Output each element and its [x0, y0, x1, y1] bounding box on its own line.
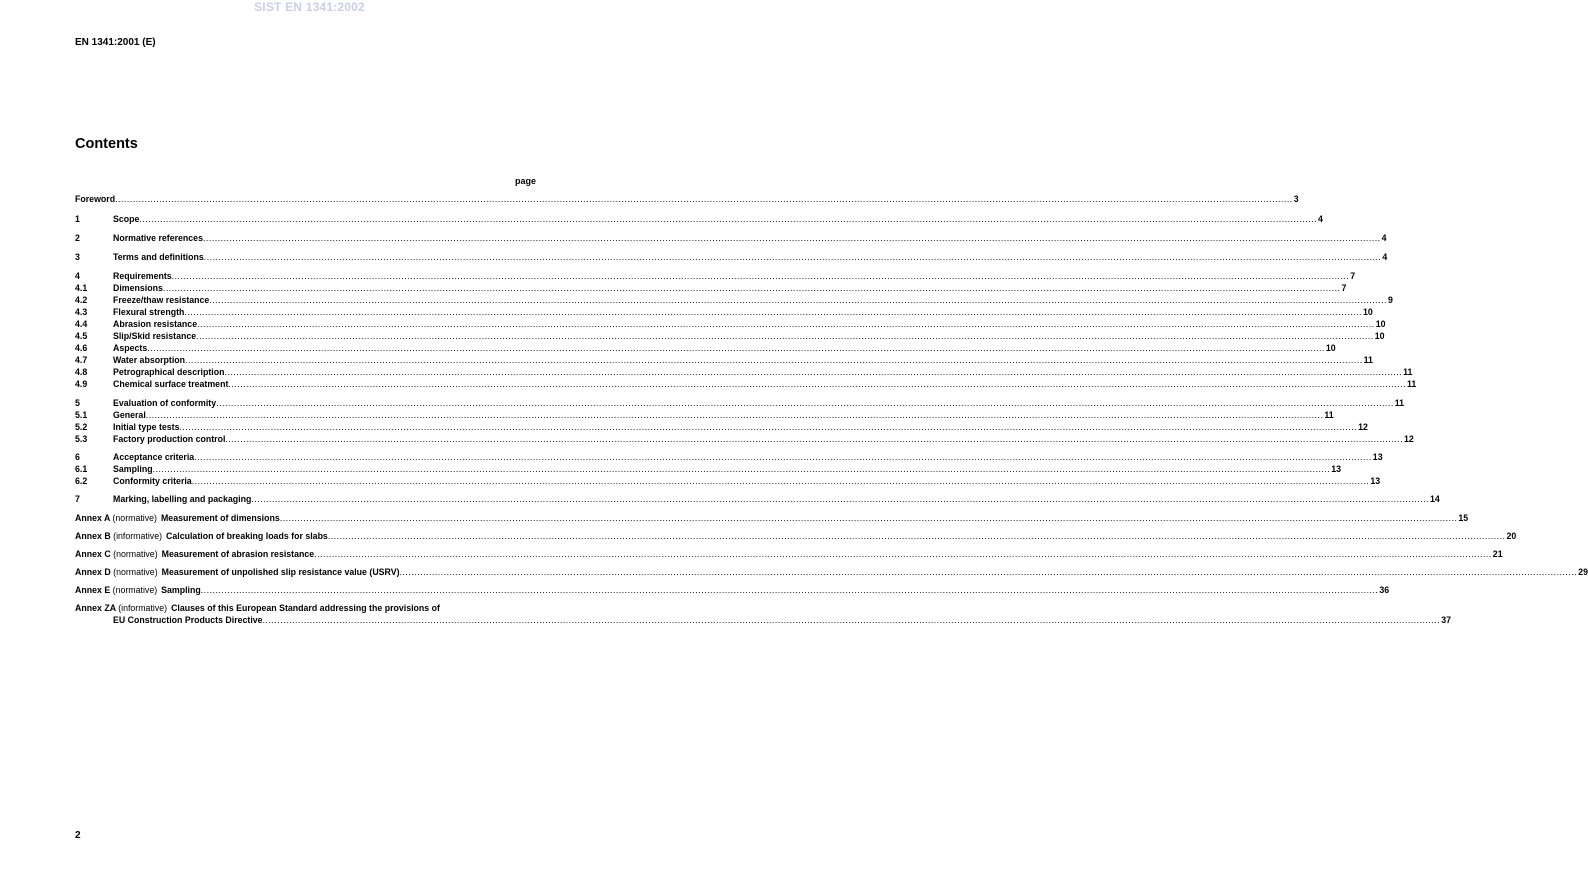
toc-entry-page: 36 — [1379, 585, 1390, 595]
leader-dots: ................................................................................................................................................................................................................................................................................................................................................................................................................ — [224, 367, 1403, 377]
leader-dots: ................................................................................................................................................................................................................................................................................................................................................................................................................ — [139, 214, 1318, 224]
toc-entry-number: 1 — [75, 214, 80, 224]
toc-entry-annex[interactable] — [75, 584, 1390, 596]
toc-entry-title: Abrasion resistance — [113, 319, 198, 329]
toc-entry-page: 7 — [1341, 283, 1347, 293]
toc-entry-page: 37 — [1441, 615, 1451, 625]
leader-dots: ................................................................................................................................................................................................................................................................................................................................................................................................................ — [225, 434, 1404, 444]
toc-entry-number: 5 — [75, 398, 80, 408]
annex-letter: Annex C — [75, 549, 111, 559]
annex-label — [75, 512, 280, 524]
toc-entry-title: Requirements — [113, 271, 172, 281]
leader-dots: ................................................................................................................................................................................................................................................................................................................................................................................................................ — [209, 295, 1387, 305]
toc-entry[interactable] — [75, 378, 1417, 390]
page-title: Contents — [75, 136, 138, 152]
toc-entry-number: 2 — [75, 233, 80, 243]
leader-dots: ................................................................................................................................................................................................................................................................................................................................................................................................................ — [162, 283, 1341, 293]
annex-kind: (normative) — [112, 513, 157, 523]
document-id: EN 1341:2001 (E) — [75, 37, 156, 48]
leader-dots: ................................................................................................................................................................................................................................................................................................................................................................................................................ — [228, 379, 1407, 389]
toc-entry[interactable] — [75, 282, 1347, 294]
toc-entry-annex-za-continued[interactable] — [75, 614, 1451, 626]
toc-entry-annex[interactable] — [75, 566, 1588, 578]
toc-entry-title: Measurement of unpolished slip resistance value (USRV) — [161, 567, 400, 577]
toc-entry-number: 4.7 — [75, 355, 88, 365]
toc-entry[interactable] — [75, 251, 1388, 263]
toc-entry-page: 3 — [1293, 194, 1299, 204]
leader-dots: ................................................................................................................................................................................................................................................................................................................................................................................................................ — [399, 567, 1578, 577]
leader-dots: ................................................................................................................................................................................................................................................................................................................................................................................................................ — [184, 307, 1362, 317]
toc-entry-number: 5.3 — [75, 434, 88, 444]
toc-entry-page: 11 — [1403, 367, 1413, 377]
toc-entry[interactable] — [75, 306, 1373, 318]
toc-entry-title: Initial type tests — [113, 422, 180, 432]
leader-dots: ................................................................................................................................................................................................................................................................................................................................................................................................................ — [196, 331, 1374, 341]
toc-entry-title: Slip/Skid resistance — [113, 331, 197, 341]
toc-entry[interactable] — [75, 451, 1383, 463]
toc-entry[interactable] — [75, 342, 1336, 354]
annex-kind: (normative) — [112, 585, 158, 595]
toc-entry[interactable] — [75, 463, 1342, 475]
leader-dots: ................................................................................................................................................................................................................................................................................................................................................................................................................ — [262, 615, 1441, 625]
leader-dots: ................................................................................................................................................................................................................................................................................................................................................................................................................ — [171, 271, 1350, 281]
toc-entry-page: 4 — [1382, 252, 1388, 262]
toc-entry-title: Evaluation of conformity — [113, 398, 217, 408]
leader-dots: ................................................................................................................................................................................................................................................................................................................................................................................................................ — [147, 343, 1325, 353]
toc-entry-page: 11 — [1394, 398, 1405, 408]
toc-entry-title: Scope — [113, 214, 140, 224]
toc-entry[interactable] — [75, 330, 1385, 342]
leader-dots: ................................................................................................................................................................................................................................................................................................................................................................................................................ — [185, 355, 1363, 365]
leader-dots: ................................................................................................................................................................................................................................................................................................................................................................................................................ — [145, 410, 1324, 420]
page-number: 2 — [75, 830, 81, 841]
toc-entry-annex-za[interactable] — [75, 602, 540, 614]
toc-entry-number: 5.2 — [75, 422, 88, 432]
toc-entry-page: 21 — [1492, 549, 1503, 559]
toc-entry-page: 14 — [1429, 494, 1440, 504]
toc-entry-number: 7 — [75, 494, 80, 504]
toc-entry-annex[interactable] — [75, 530, 1517, 542]
annex-letter: Annex B — [75, 531, 111, 541]
leader-dots: ................................................................................................................................................................................................................................................................................................................................................................................................................ — [251, 494, 1429, 504]
toc-entry-page: 10 — [1363, 307, 1373, 317]
toc-entry-title: Flexural strength — [113, 307, 185, 317]
toc-entry-title: Dimensions — [113, 283, 163, 293]
toc-entry-title: Marking, labelling and packaging — [113, 494, 252, 504]
toc-entry-title: Conformity criteria — [113, 476, 192, 486]
toc-entry[interactable] — [75, 493, 1440, 505]
toc-entry-page: 11 — [1324, 410, 1334, 420]
table-of-contents — [75, 193, 1588, 626]
toc-entry[interactable] — [75, 409, 1334, 421]
toc-entry-title: Sampling — [161, 585, 201, 595]
leader-dots: ................................................................................................................................................................................................................................................................................................................................................................................................................ — [203, 252, 1382, 262]
toc-entry-title: Terms and definitions — [113, 252, 204, 262]
toc-entry-page: 10 — [1375, 319, 1386, 329]
toc-entry-page: 9 — [1387, 295, 1393, 305]
toc-entry-annex[interactable] — [75, 512, 1469, 524]
toc-entry-title: Aspects — [113, 343, 148, 353]
annex-label — [75, 530, 328, 542]
leader-dots: ................................................................................................................................................................................................................................................................................................................................................................................................................ — [152, 464, 1331, 474]
toc-entry-page: 12 — [1358, 422, 1368, 432]
toc-entry-number: 4 — [75, 271, 80, 281]
leader-dots: ................................................................................................................................................................................................................................................................................................................................................................................................................ — [179, 422, 1358, 432]
annex-letter: Annex D — [75, 567, 111, 577]
toc-entry-number: 6.1 — [75, 464, 88, 474]
leader-dots: ................................................................................................................................................................................................................................................................................................................................................................................................................ — [194, 452, 1372, 462]
toc-entry-title: EU Construction Products Directive — [113, 615, 263, 625]
toc-entry-number: 4.4 — [75, 319, 88, 329]
annex-kind: (normative) — [113, 567, 158, 577]
toc-entry-number: 4.9 — [75, 379, 88, 389]
leader-dots: ................................................................................................................................................................................................................................................................................................................................................................................................................ — [191, 476, 1370, 486]
toc-entry-page: 10 — [1374, 331, 1385, 341]
toc-entry-title: Clauses of this European Standard addressing the provisions of — [171, 603, 440, 613]
toc-entry-number: 4.8 — [75, 367, 88, 377]
toc-entry-title: Acceptance criteria — [113, 452, 195, 462]
toc-entry-page: 15 — [1458, 513, 1469, 523]
leader-dots: ................................................................................................................................................................................................................................................................................................................................................................................................................ — [327, 531, 1506, 541]
toc-entry[interactable] — [75, 475, 1381, 487]
toc-entry-page: 20 — [1506, 531, 1517, 541]
annex-label — [75, 602, 440, 614]
toc-entry-title: Foreword — [75, 194, 116, 204]
toc-entry-number: 4.5 — [75, 331, 88, 341]
toc-entry[interactable] — [75, 213, 1323, 225]
page-column-label: page — [515, 176, 537, 186]
toc-entry[interactable] — [75, 318, 1386, 330]
toc-entry-page: 13 — [1331, 464, 1342, 474]
toc-entry-page: 13 — [1372, 452, 1383, 462]
toc-entry-number: 3 — [75, 252, 80, 262]
toc-entry-page: 4 — [1381, 233, 1387, 243]
toc-entry-title: Chemical surface treatment — [113, 379, 229, 389]
annex-kind: (informative) — [113, 531, 163, 541]
toc-entry-title: Sampling — [113, 464, 153, 474]
leader-dots: ................................................................................................................................................................................................................................................................................................................................................................................................................ — [115, 194, 1293, 204]
toc-entry-title: Factory production control — [113, 434, 226, 444]
toc-entry[interactable] — [75, 294, 1393, 306]
toc-entry[interactable] — [75, 366, 1413, 378]
annex-label — [75, 566, 400, 578]
toc-entry[interactable] — [75, 232, 1387, 244]
toc-entry-title: Calculation of breaking loads for slabs — [166, 531, 328, 541]
toc-entry-number: 6 — [75, 452, 80, 462]
toc-entry-page: 4 — [1318, 214, 1323, 224]
toc-entry-page: 11 — [1363, 355, 1373, 365]
leader-dots: ................................................................................................................................................................................................................................................................................................................................................................................................................ — [216, 398, 1394, 408]
annex-label — [75, 548, 314, 560]
toc-entry[interactable] — [75, 397, 1405, 409]
leader-dots: ................................................................................................................................................................................................................................................................................................................................................................................................................ — [197, 319, 1375, 329]
toc-entry-page: 7 — [1350, 271, 1356, 281]
toc-entry-page: 10 — [1325, 343, 1336, 353]
toc-entry[interactable] — [75, 421, 1368, 433]
toc-entry-number: 4.6 — [75, 343, 88, 353]
toc-entry-title: Measurement of abrasion resistance — [161, 549, 315, 559]
toc-entry-number: 4.3 — [75, 307, 88, 317]
toc-entry[interactable] — [75, 354, 1373, 366]
toc-entry-title: Measurement of dimensions — [160, 513, 280, 523]
toc-entry-title: Water absorption — [113, 355, 186, 365]
annex-letter: Annex E — [75, 585, 111, 595]
leader-dots: ................................................................................................................................................................................................................................................................................................................................................................................................................ — [202, 233, 1381, 243]
toc-entry-number: 6.2 — [75, 476, 88, 486]
annex-letter: Annex ZA — [75, 603, 116, 613]
toc-entry-title: General — [113, 410, 146, 420]
annex-letter: Annex A — [75, 513, 111, 523]
annex-label — [75, 584, 201, 596]
toc-entry-page: 13 — [1370, 476, 1381, 486]
watermark: SIST EN 1341:2002 — [254, 0, 365, 14]
toc-entry[interactable] — [75, 433, 1414, 445]
annex-kind: (informative) — [118, 603, 168, 613]
toc-entry-annex[interactable] — [75, 548, 1503, 560]
leader-dots: ................................................................................................................................................................................................................................................................................................................................................................................................................ — [279, 513, 1458, 523]
annex-kind: (normative) — [113, 549, 158, 559]
leader-dots: ................................................................................................................................................................................................................................................................................................................................................................................................................ — [200, 585, 1379, 595]
toc-entry-title: Normative references — [113, 233, 203, 243]
toc-entry-number: 4.1 — [75, 283, 88, 293]
toc-entry-page: 12 — [1404, 434, 1414, 444]
toc-entry-number: 4.2 — [75, 295, 88, 305]
leader-dots: ................................................................................................................................................................................................................................................................................................................................................................................................................ — [314, 549, 1492, 559]
toc-entry-page: 29 — [1578, 567, 1588, 577]
toc-entry-title: Freeze/thaw resistance — [113, 295, 210, 305]
toc-entry-foreword[interactable] — [75, 193, 1299, 205]
toc-entry-page: 11 — [1407, 379, 1417, 389]
toc-entry-title: Petrographical description — [113, 367, 225, 377]
toc-entry[interactable] — [75, 270, 1356, 282]
toc-entry-number: 5.1 — [75, 410, 88, 420]
